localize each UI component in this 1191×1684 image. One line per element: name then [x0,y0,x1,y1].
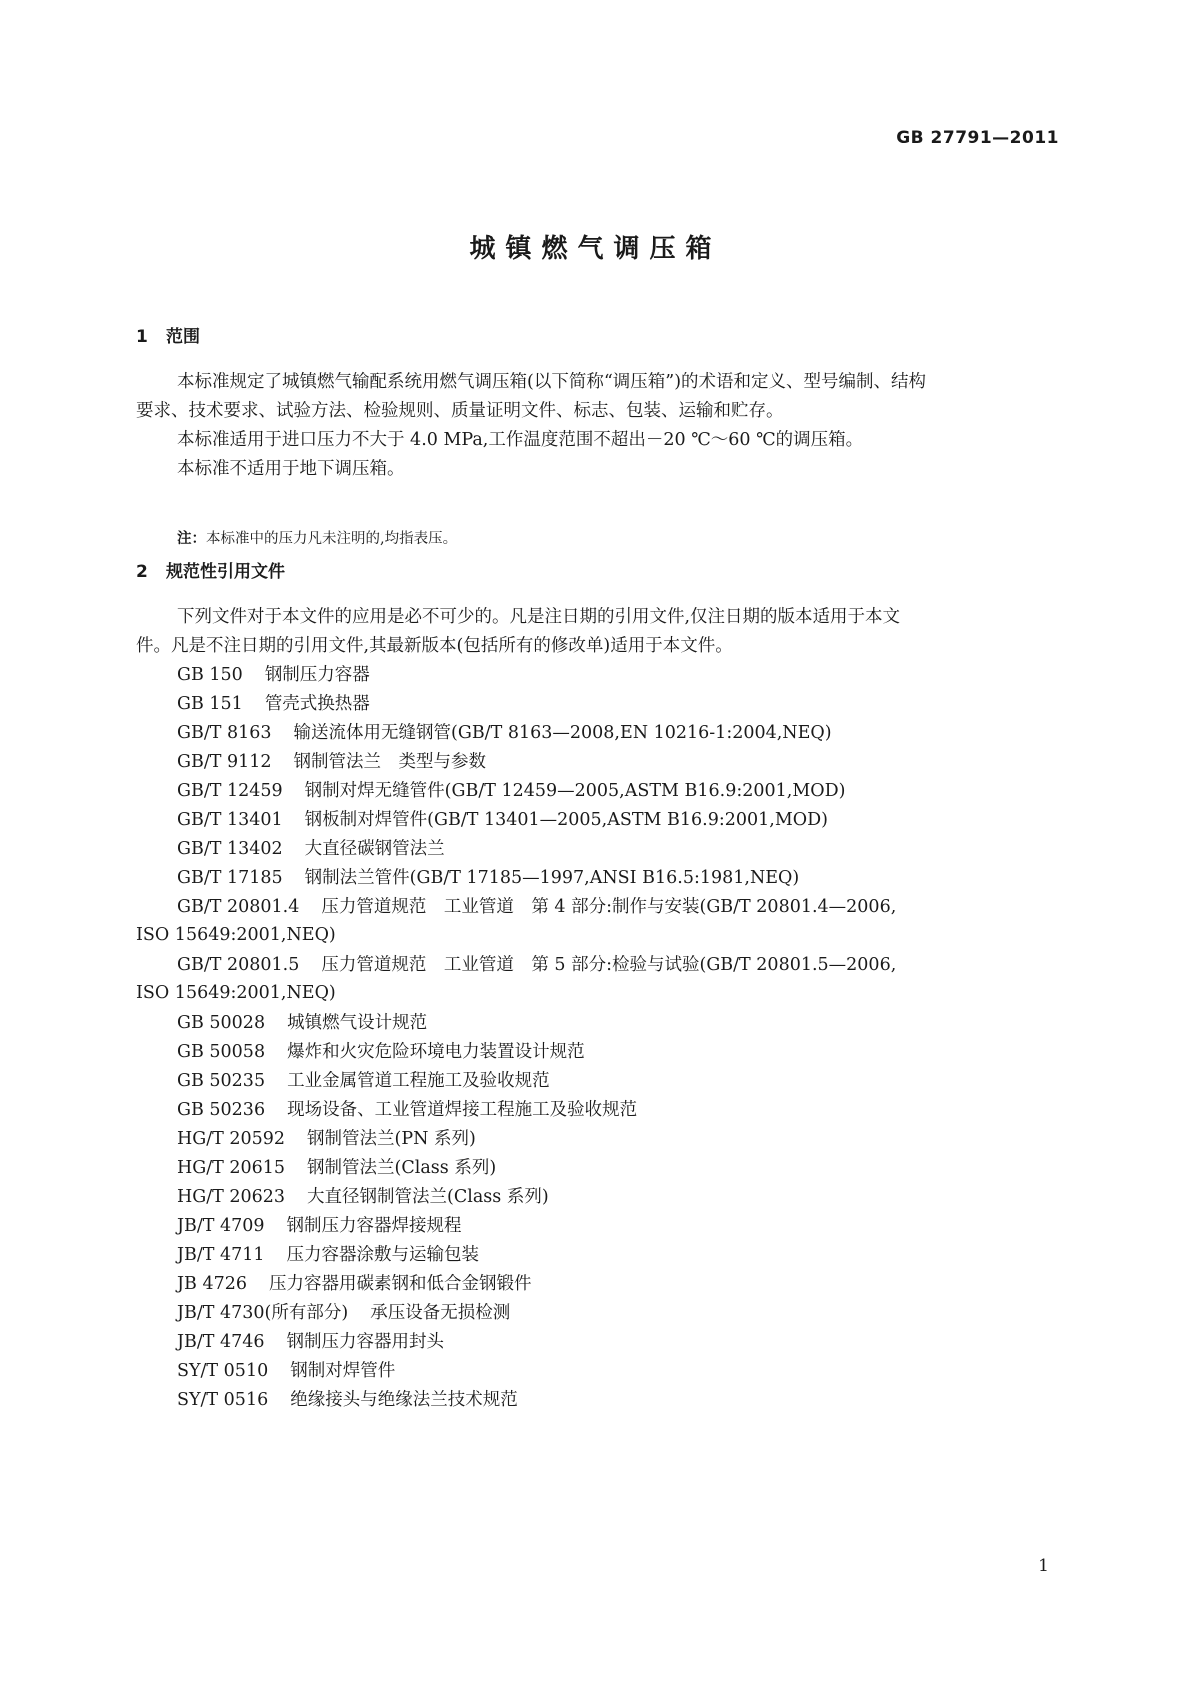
reference-item [177,1215,462,1237]
reference-item [177,693,370,715]
reference-title: 现场设备、工业管道焊接工程施工及验收规范 [287,1100,638,1120]
reference-continuation: ISO 15649:2001,NEQ) [136,983,336,1003]
reference-title: 爆炸和火灾危险环境电力装置设计规范 [287,1042,585,1062]
reference-title: 压力容器用碳素钢和低合金钢锻件 [268,1274,532,1294]
reference-title: 承压设备无损检测 [370,1303,511,1323]
reference-title: 工业金属管道工程施工及验收规范 [287,1071,550,1091]
section-1-title: 范围 [166,327,200,347]
section-1-paragraph-3: 本标准不适用于地下调压箱。 [177,459,405,479]
reference-item [177,809,828,831]
reference-item [177,1331,444,1353]
section-1-paragraph-2: 本标准适用于进口压力不大于 4.0 MPa,工作温度范围不超出－20 ℃～60 ℃的调压箱。 [177,430,864,450]
reference-title: 钢制管法兰(Class 系列) [307,1158,497,1178]
reference-code: SY/T 0516 [177,1390,269,1410]
reference-title: 钢板制对焊管件(GB/T 13401—2005,ASTM B16.9:2001,MOD) [304,810,828,830]
reference-code: JB 4726 [177,1274,247,1294]
reference-item [177,1070,550,1092]
section-1-number: 1 [136,327,148,347]
section-2-intro-line-2: 件。凡是不注日期的引用文件,其最新版本(包括所有的修改单)适用于本文件。 [136,636,733,656]
note-label: 注： [177,531,206,547]
reference-code: GB/T 12459 [177,781,283,801]
reference-code: GB/T 20801.4 [177,897,300,917]
reference-item [177,954,896,976]
reference-item [177,1302,510,1324]
reference-item [177,1041,585,1063]
reference-item [177,1157,496,1179]
reference-item [177,1012,427,1034]
reference-code: GB/T 9112 [177,752,272,772]
reference-continuation: ISO 15649:2001,NEQ) [136,925,336,945]
section-2-number: 2 [136,562,148,582]
reference-code: GB/T 17185 [177,868,283,888]
reference-title: 钢制管法兰(PN 系列) [307,1129,476,1149]
reference-title: 钢制对焊无缝管件(GB/T 12459—2005,ASTM B16.9:2001,MOD) [304,781,846,801]
reference-code: JB/T 4730(所有部分) [177,1303,349,1323]
reference-code: GB 50058 [177,1042,266,1062]
reference-item [177,1273,531,1295]
reference-code: GB/T 13402 [177,839,283,859]
reference-code: JB/T 4746 [177,1332,265,1352]
reference-title: 大直径碳钢管法兰 [304,839,445,859]
reference-item [177,867,799,889]
reference-item [177,1244,479,1266]
reference-title: 压力容器涂敷与运输包装 [286,1245,480,1265]
page-number: 1 [1038,1556,1049,1576]
reference-code: JB/T 4711 [177,1245,265,1265]
section-2-heading [136,557,285,582]
document-title: 城镇燃气调压箱 [469,234,722,264]
reference-item [177,780,845,802]
reference-item [177,838,445,860]
reference-item [177,1360,395,1382]
reference-item [177,751,486,773]
reference-code: SY/T 0510 [177,1361,269,1381]
reference-code: GB 50028 [177,1013,266,1033]
reference-code: GB 151 [177,694,243,714]
reference-code: HG/T 20592 [177,1129,286,1149]
reference-code: GB 50235 [177,1071,266,1091]
reference-code: GB/T 20801.5 [177,955,300,975]
reference-title: 管壳式换热器 [264,694,370,714]
reference-code: HG/T 20615 [177,1158,286,1178]
reference-title: 压力管道规范 工业管道 第 4 部分:制作与安装(GB/T 20801.4—2006, [321,897,897,917]
section-2-intro-line-1: 下列文件对于本文件的应用是必不可少的。凡是注日期的引用文件,仅注日期的版本适用于本文 [177,607,901,627]
reference-item [177,722,832,744]
reference-code: GB 50236 [177,1100,266,1120]
reference-code: GB 150 [177,665,243,685]
reference-title: 钢制压力容器用封头 [286,1332,445,1352]
section-2-title: 规范性引用文件 [166,562,285,582]
reference-title: 钢制对焊管件 [290,1361,396,1381]
reference-code: JB/T 4709 [177,1216,265,1236]
reference-title: 输送流体用无缝钢管(GB/T 8163—2008,EN 10216-1:2004,NEQ) [293,723,832,743]
section-1-paragraph-1-line-2: 要求、技术要求、试验方法、检验规则、质量证明文件、标志、包装、运输和贮存。 [136,401,784,421]
reference-title: 钢制法兰管件(GB/T 17185—1997,ANSI B16.5:1981,NEQ) [304,868,800,888]
reference-item [177,1186,549,1208]
reference-title: 压力管道规范 工业管道 第 5 部分:检验与试验(GB/T 20801.5—2006, [321,955,897,975]
reference-title: 绝缘接头与绝缘法兰技术规范 [290,1390,518,1410]
reference-item [177,1099,637,1121]
section-1-paragraph-1-line-1: 本标准规定了城镇燃气输配系统用燃气调压箱(以下简称“调压箱”)的术语和定义、型号编制、结构 [177,372,927,392]
reference-item [177,1389,518,1411]
reference-title: 城镇燃气设计规范 [287,1013,428,1033]
section-1-note [177,527,457,548]
section-1-heading [136,322,200,347]
reference-code: GB/T 8163 [177,723,272,743]
reference-title: 大直径钢制管法兰(Class 系列) [307,1187,549,1207]
reference-item [177,664,370,686]
reference-title: 钢制压力容器焊接规程 [286,1216,462,1236]
note-text: 本标准中的压力凡未注明的,均指表压。 [206,531,458,547]
reference-item [177,1128,476,1150]
standard-number: GB 27791—2011 [896,128,1059,148]
reference-title: 钢制压力容器 [264,665,370,685]
reference-code: HG/T 20623 [177,1187,286,1207]
reference-code: GB/T 13401 [177,810,283,830]
reference-item [177,896,896,918]
reference-title: 钢制管法兰 类型与参数 [293,752,487,772]
